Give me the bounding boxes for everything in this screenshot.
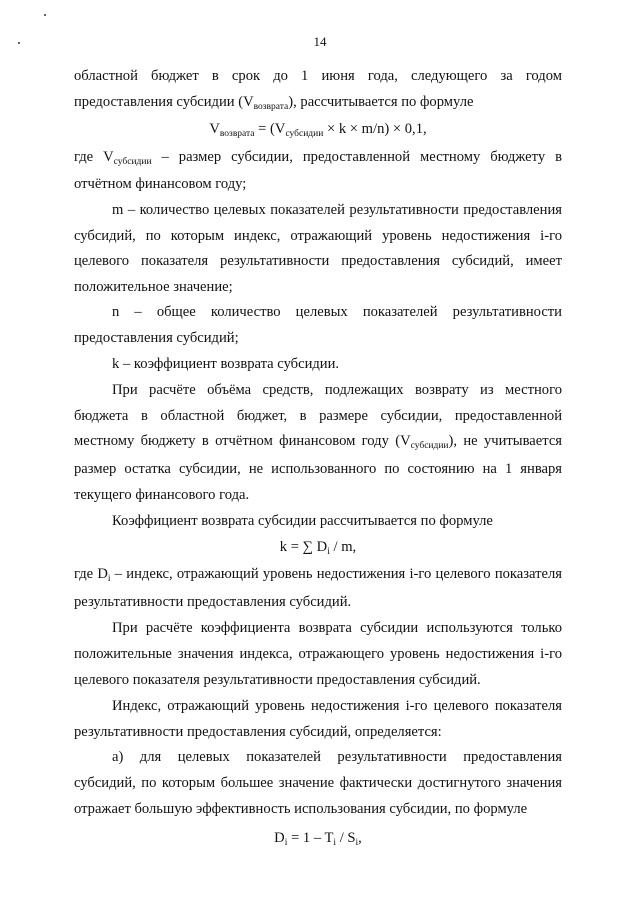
formula-return-volume: $V_{возврата} = (V_{субсидии} \times k \times m/n) \times 0,1$, [209, 121, 427, 140]
paragraph-n-definition: n – общее количество целевых показателей результативности предоставления субсидий; [74, 304, 562, 346]
paragraph-item-a: а) для целевых показателей результативности предоставления субсидий, по которым большее значение фактически достигнутого значения отражает большую эффективность использования субсидии, по формуле [74, 749, 562, 817]
paragraph-positive-values: При расчёте коэффициента возврата субсидии используются только положительные значения индекса, отражающего уровень недостижения i-го целевого показателя результативности предоставления субсидий. [74, 620, 562, 688]
paragraph-m-definition: m – количество целевых показателей результативности предоставления субсидий, по которым индекс, отражающий уровень недостижения i-го целевого показателя результативности предоставления субсидий, имеет положительное значение; [74, 201, 562, 295]
paragraph-subsidy-definition: где $V_{субсидии}$ – размер субсидии, предоставленной местному бюджету в отчётном финансовом году; [74, 148, 562, 193]
formula-index: $D_i = 1 - T_i / S_i$, [274, 830, 362, 849]
paragraph-index-intro: Индекс, отражающий уровень недостижения i-го целевого показателя результативности предоставления субсидий, определяется: [74, 698, 562, 740]
page-number: 14 [313, 34, 327, 49]
document-body [74, 64, 562, 854]
formula-coefficient: k = ∑ $D_i$ / m, [279, 538, 357, 557]
paragraph-coefficient-intro: Коэффициент возврата субсидии рассчитывается по формуле [112, 513, 493, 530]
paragraph-k-definition: k – коэффициент возврата субсидии. [112, 355, 340, 372]
paragraph-di-definition: где $D_i$ – индекс, отражающий уровень недостижения i-го целевого показателя результативности предоставления субсидий. [74, 566, 562, 610]
paragraph-calculation-note: При расчёте объёма средств, подлежащих возврату из местного бюджета в областной бюджет, в размере субсидии, предоставленной местному бюджету в отчётном финансовом году $(V_{субсидии})$, не учитывается размер остатка субсидии, не использованного по состоянию на 1 января текущего финансового года. [74, 382, 563, 503]
scan-speck [44, 14, 46, 16]
paragraph-1: областной бюджет в срок до 1 июня года, следующего за годом предоставления субсидии $(V_{возврата})$, рассчитывается по формуле [74, 68, 562, 112]
